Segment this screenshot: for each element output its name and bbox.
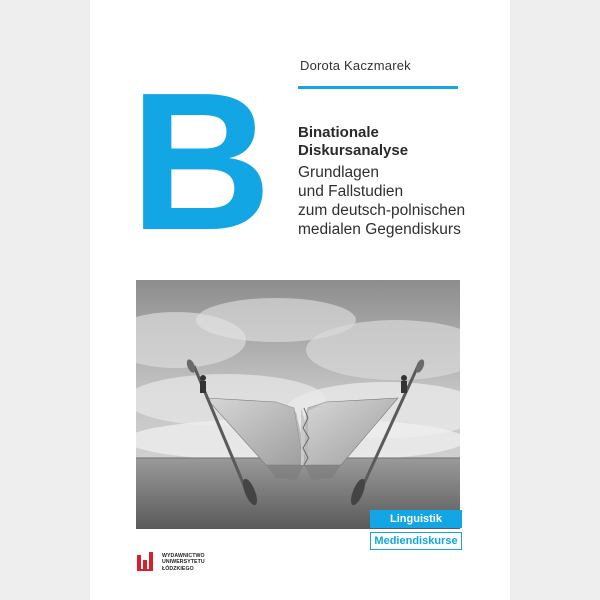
subtitle-line: Grundlagen <box>298 164 380 181</box>
subtitle-line: medialen Gegendiskurs <box>298 221 461 238</box>
book-cover <box>90 0 510 600</box>
publisher-name <box>162 553 242 572</box>
paper-boat-torn-illustration <box>136 280 460 529</box>
tag-linguistik: Linguistik <box>370 510 462 528</box>
subtitle-line: und Fallstudien <box>298 183 404 200</box>
book-title <box>298 124 498 160</box>
publisher-block <box>136 551 246 575</box>
author-underline <box>298 86 458 89</box>
series-letter: B <box>130 52 268 271</box>
title-line: Binationale <box>298 124 379 141</box>
tag-mediendiskurse: Mediendiskurse <box>370 532 462 550</box>
title-line: Diskursanalyse <box>298 142 409 159</box>
book-subtitle <box>298 163 508 239</box>
publisher-line: UNIWERSYTETU <box>162 559 205 566</box>
author-name: Dorota Kaczmarek <box>300 58 411 73</box>
cover-photo <box>136 280 460 529</box>
subtitle-line: zum deutsch-polnischen <box>298 202 466 219</box>
publisher-line: ŁÓDZKIEGO <box>162 565 194 572</box>
publisher-line: WYDAWNICTWO <box>162 553 205 559</box>
publisher-logo-icon <box>136 551 158 573</box>
